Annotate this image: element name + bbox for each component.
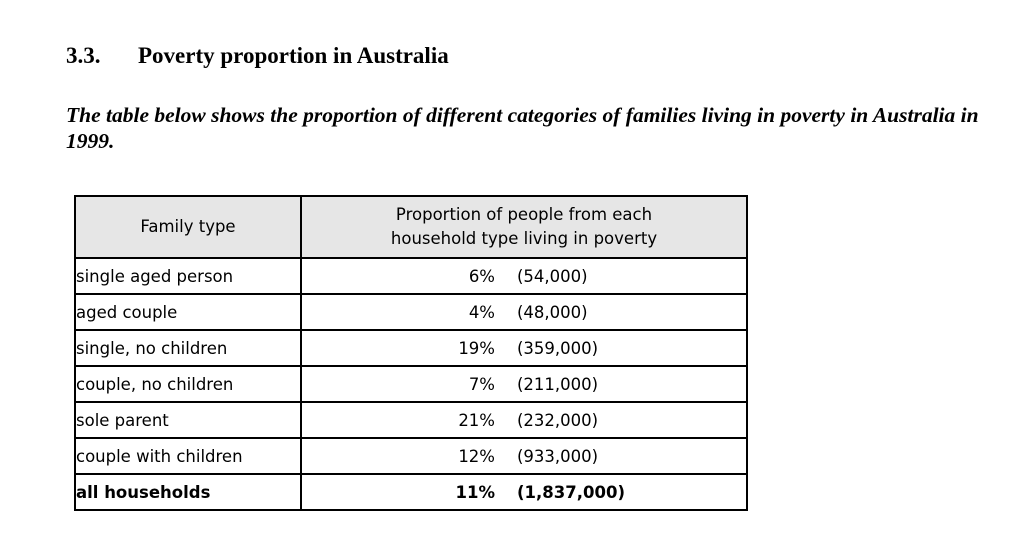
proportion-cell: [301, 294, 747, 330]
header-proportion-line2: household type living in poverty: [390, 229, 658, 248]
proportion-cell: [301, 402, 747, 438]
table-row: [75, 258, 747, 294]
section-title: Poverty proportion in Australia: [138, 43, 449, 68]
family-type-cell: couple, no children: [75, 366, 301, 402]
count-value: (54,000): [517, 266, 588, 286]
count-value: (211,000): [517, 374, 599, 394]
total-count-value: (1,837,000): [517, 482, 625, 502]
percent-value: 19%: [458, 338, 495, 358]
header-proportion-line1: Proportion of people from each: [395, 205, 653, 224]
family-type-cell: sole parent: [75, 402, 301, 438]
header-proportion: [301, 196, 747, 258]
total-proportion-cell: [301, 474, 747, 510]
percent-value: 12%: [458, 446, 495, 466]
proportion-cell: [301, 258, 747, 294]
proportion-cell: [301, 330, 747, 366]
section-heading: [66, 42, 449, 70]
task-prompt: The table below shows the proportion of different categories of families living in poverty in Australia in 1999.: [66, 103, 979, 153]
proportion-cell: [301, 438, 747, 474]
count-value: (232,000): [517, 410, 599, 430]
percent-value: 6%: [468, 266, 495, 286]
family-type-cell: single aged person: [75, 258, 301, 294]
table-row: [75, 330, 747, 366]
total-type-cell: all households: [75, 474, 301, 510]
count-value: (359,000): [517, 338, 599, 358]
percent-value: 4%: [468, 302, 495, 322]
header-family-type: Family type: [75, 196, 301, 258]
table-row: [75, 402, 747, 438]
proportion-cell: [301, 366, 747, 402]
table-row: [75, 294, 747, 330]
family-type-cell: aged couple: [75, 294, 301, 330]
percent-value: 7%: [468, 374, 495, 394]
family-type-cell: couple with children: [75, 438, 301, 474]
total-percent-value: 11%: [455, 482, 495, 502]
percent-value: 21%: [458, 410, 495, 430]
section-number: 3.3.: [66, 43, 101, 68]
count-value: (48,000): [517, 302, 588, 322]
table-row: [75, 366, 747, 402]
table-header-row: [75, 196, 747, 258]
table-row: [75, 438, 747, 474]
family-type-cell: single, no children: [75, 330, 301, 366]
count-value: (933,000): [517, 446, 599, 466]
table-total-row: [75, 474, 747, 510]
poverty-table: [74, 195, 748, 511]
